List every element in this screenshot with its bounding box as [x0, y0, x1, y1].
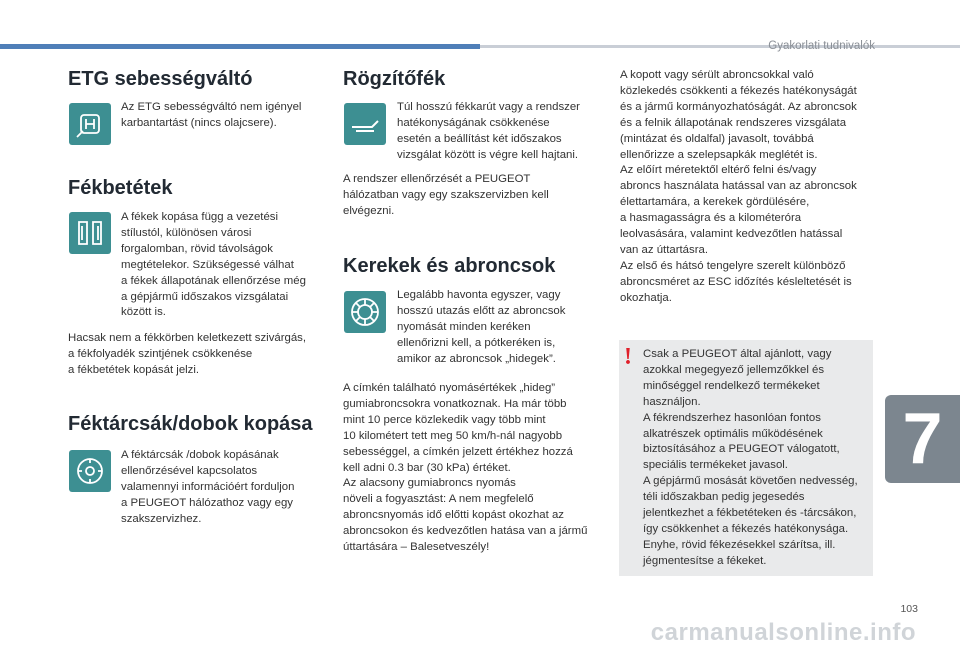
kerekek-text-2: A címkén található nyomásértékek „hideg” gumiabroncsokra vonatkoznak. Ha már több mint 10 perce közlekedik vagy több mint 10 kilométert tett meg 50 km/h-nál nagyobb sebességgel, a címkén jelzett értékhez hozzá kell adni 0.3 bar (30 kPa) értéket. Az alacsony gumiabroncs nyomás növeli a fogyasztást: A nem megfelelő abroncsnyomás idő előtti kopást okozhat az abroncsokon és kedvezőtlen hatása van a jármű úttartására – Balesetveszély! [343, 382, 588, 554]
chapter-title: Gyakorlati tudnivalók [768, 40, 875, 52]
fekbetetek-text: A fékek kopása függ a vezetési stílustól, különösen városi forgalomban, rövid távolságok megtételekor. Szükségessé válhat a fékek állapotának ellenőrzése még a gépjármű időszakos vizsgálatai között is. [121, 211, 306, 319]
section-title-fektarcsak: Féktárcsák/dobok kopása [68, 413, 313, 435]
section-title-fekbetetek: Fékbetétek [68, 177, 173, 199]
chapter-number-tab: 7 [885, 395, 960, 483]
warning-text: Csak a PEUGEOT által ajánlott, vagy azokkal megegyező jellemzőkkel és minőséggel rendelkező termékeket használjon. A fékrendszerhez hasonlóan fontos alkatrészek optimális működésének biztosításához a PEUGEOT válogatott, speciális termékeket javasol. A gépjármű mosását követően nedvesség, téli időszakban pedig jegesedés jelentkezhet a fékbetéteken és -tárcsákon, így csökkenhet a fékezés hatékonysága. Enyhe, rövid fékezésekkel szárítsa, ill. jégmentesítse a fékeket. [643, 348, 858, 567]
etg-text: Az ETG sebességváltó nem igényel karbantartást (nincs olajcsere). [121, 101, 302, 129]
tyre-icon [344, 291, 386, 333]
section-title-rogzitofek: Rögzítőfék [343, 68, 446, 90]
header-accent-bar [0, 44, 480, 49]
fektarcsak-text: A féktárcsák /dobok kopásának ellenőrzésével kapcsolatos valamennyi információért forduljon a PEUGEOT hálózathoz vagy egy szakszervizhez. [121, 449, 295, 525]
section-title-etg: ETG sebességváltó [68, 68, 253, 90]
watermark: carmanualsonline.info [650, 619, 916, 646]
page-number: 103 [900, 603, 918, 615]
header-divider [480, 45, 960, 48]
fekbetetek-text-2: Hacsak nem a fékkörben keletkezett szivárgás, a fékfolyadék szintjének csökkenése a fékbetétek kopását jelzi. [68, 332, 307, 376]
brake-disc-icon [69, 450, 111, 492]
abroncs-text: A kopott vagy sérült abroncsokkal való közlekedés csökkenti a fékezés hatékonyságát és a jármű kormányozhatóságát. Az abroncsok és a felnik állapotának rendszeres vizsgálata (mintázat és oldalfal) javasolt, továbbá ellenőrizze a szelepsapkák meglétét is. Az előírt méretektől eltérő felni és/vagy abroncs használata hatással van az abroncsok élettartamára, a kerekek gördülésére, a hasmagasságra és a kilométeróra leolvasására, valamint kedvezőtlen hatással van az úttartásra. Az első és hátsó tengelyre szerelt különböző abroncsméret az ESC időzítés késleltetését is okozhatja. [620, 69, 857, 304]
exclamation-icon: ! [624, 344, 632, 370]
rogzitofek-text-2: A rendszer ellenőrzését a PEUGEOT hálózatban vagy egy szakszervizben kell elvégezni. [343, 173, 549, 217]
brake-pads-icon [69, 212, 111, 254]
parking-brake-icon [344, 103, 386, 145]
gear-shifter-icon [69, 103, 111, 145]
rogzitofek-text: Túl hosszú fékkarút vagy a rendszer hatékonyságának csökkenése esetén a beállítást két időszakos vizsgálat között is végre kell hajtani. [397, 101, 580, 161]
section-title-kerekek: Kerekek és abroncsok [343, 255, 556, 277]
kerekek-text: Legalább havonta egyszer, vagy hosszú utazás előtt az abroncsok nyomását minden keréken ellenőrizni kell, a pótkeréken is, amikor az abroncsok „hidegek”. [397, 289, 566, 365]
